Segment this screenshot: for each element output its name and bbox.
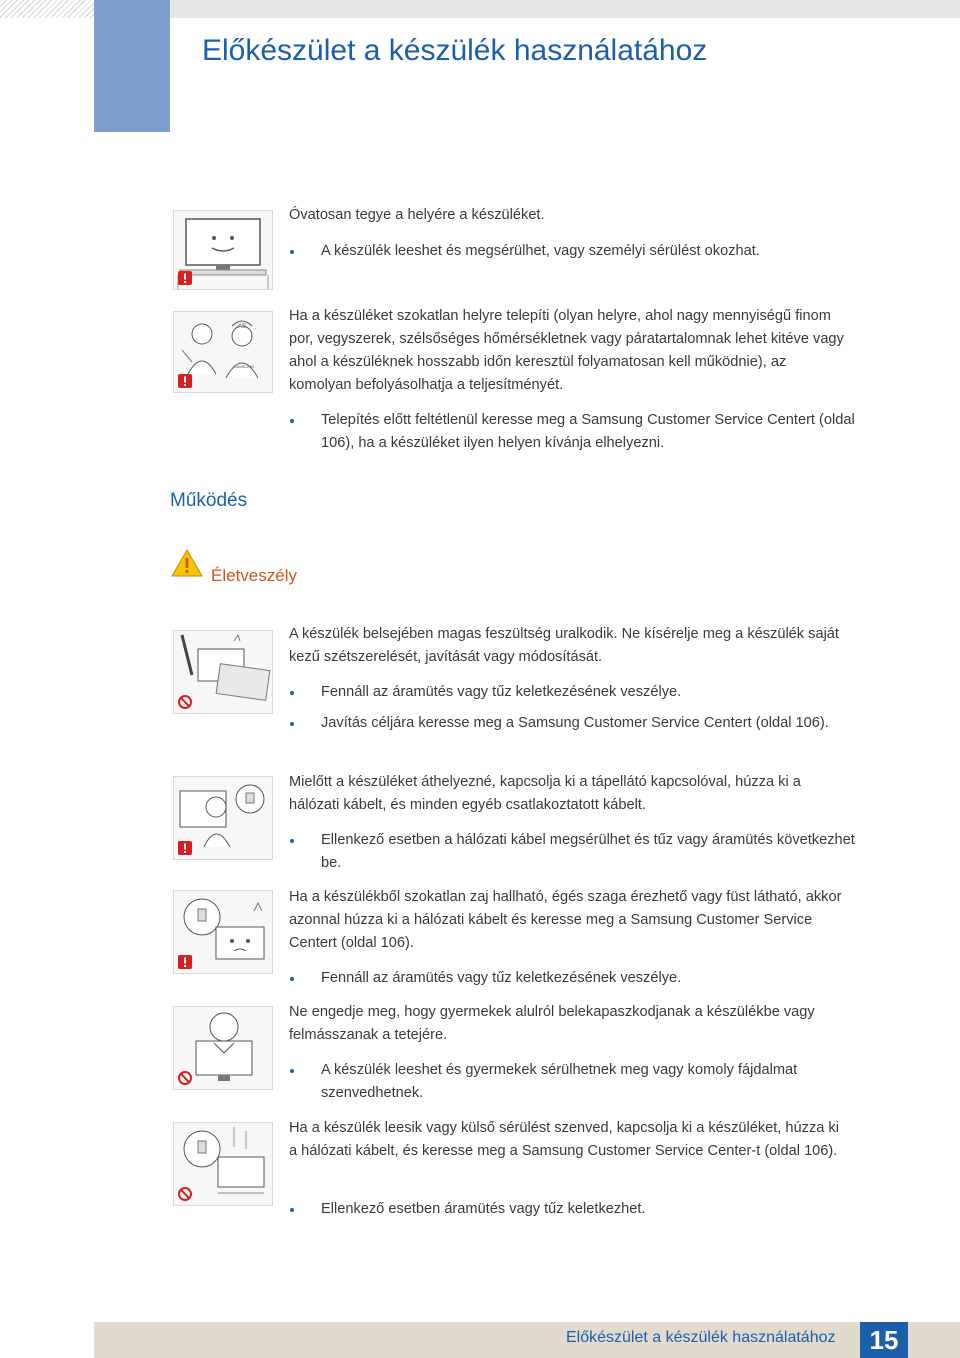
warning-triangle-icon: [170, 548, 204, 583]
illustration-smoke-noise: [173, 890, 273, 974]
item4-text: Ne engedje meg, hogy gyermekek alulról belekapaszkodjanak a készülékbe vagy felmásszanak a tetejére.: [289, 1004, 815, 1043]
item5-bullet: Ellenkező esetben áramütés vagy tűz keletkezhet.: [289, 1198, 861, 1221]
item1-bullet-2: Javítás céljára keresse meg a Samsung Customer Service Centert (oldal 106).: [289, 712, 861, 735]
header-hatch: [0, 0, 94, 18]
item4-bullet: A készülék leeshet és gyermekek sérülhetnek meg vagy komoly fájdalmat szenvedhetnek.: [289, 1059, 861, 1105]
footer-title: Előkészület a készülék használatához: [566, 1329, 836, 1346]
item5-text: Ha a készülék leesik vagy külső sérülést szenved, kapcsolja ki a készüléket, húzza ki a hálózati kábelt, és keresse meg a Samsung Customer Service Center-t (oldal 106).: [289, 1120, 839, 1159]
cap-label: AS: [238, 324, 247, 330]
page-title: Előkészület a készülék használatához: [202, 34, 708, 67]
block2-bullet: Telepítés előtt feltétlenül keresse meg a Samsung Customer Service Centert (oldal 106), ha a készüléket ilyen helyen kívánja elhelyezni.: [289, 409, 861, 455]
illustration-unplug-before-moving: [173, 776, 273, 860]
block2-text: Ha a készüléket szokatlan helyre telepíti (olyan helyre, ahol nagy mennyiségű finom por, vegyszerek, szélsőséges hőmérsékletnek vagy páratartalomnak lehet kitéve vagy ahol a készüléknek hosszabb időn keresztül folyamatosan kell működnie), az komolyan befolyásolhatja a teljesítményét.: [289, 308, 844, 393]
illustration-child-climbing: [173, 1006, 273, 1090]
item3-text: Ha a készülékből szokatlan zaj hallható, égés szaga érezhető vagy füst látható, akkor azonnal húzza ki a hálózati kábelt és keresse meg a Samsung Customer Service Centert (oldal 106).: [289, 889, 842, 951]
warning-label: Életveszély: [211, 566, 297, 585]
prohibited-icon: [178, 1071, 192, 1085]
block1-bullet: A készülék leeshet és megsérülhet, vagy személyi sérülést okozhat.: [289, 240, 861, 263]
header-bar: [170, 0, 960, 18]
illustration-dropped-damaged: [173, 1122, 273, 1206]
item2-bullet: Ellenkező esetben a hálózati kábel megsérülhet és tűz vagy áramütés következhet be.: [289, 829, 861, 875]
item1-text: A készülék belsejében magas feszültség uralkodik. Ne kísérelje meg a készülék saját kezű szétszerelését, javítását vagy módosítását.: [289, 626, 839, 665]
brand-label: SAMSUNG: [234, 364, 255, 369]
block1-text: Óvatosan tegye a helyére a készüléket.: [289, 207, 545, 223]
exclamation-icon: [178, 841, 192, 855]
exclamation-icon: [178, 374, 192, 388]
exclamation-icon: [178, 271, 192, 285]
section-title: Működés: [170, 490, 248, 511]
prohibited-icon: [178, 1187, 192, 1201]
prohibited-icon: [178, 695, 192, 709]
item1-bullet-1: Fennáll az áramütés vagy tűz keletkezésének veszélye.: [289, 681, 861, 704]
illustration-place-monitor: [173, 210, 273, 290]
illustration-unusual-location: [173, 311, 273, 393]
illustration-disassembly: [173, 630, 273, 714]
item3-bullet: Fennáll az áramütés vagy tűz keletkezésének veszélye.: [289, 967, 861, 990]
item2-text: Mielőtt a készüléket áthelyezné, kapcsolja ki a tápellátó kapcsolóval, húzza ki a hálózati kábelt, és minden egyéb csatlakoztatott kábelt.: [289, 774, 801, 813]
page-number: 15: [860, 1322, 908, 1358]
header-tab: [94, 0, 170, 132]
exclamation-icon: [178, 955, 192, 969]
